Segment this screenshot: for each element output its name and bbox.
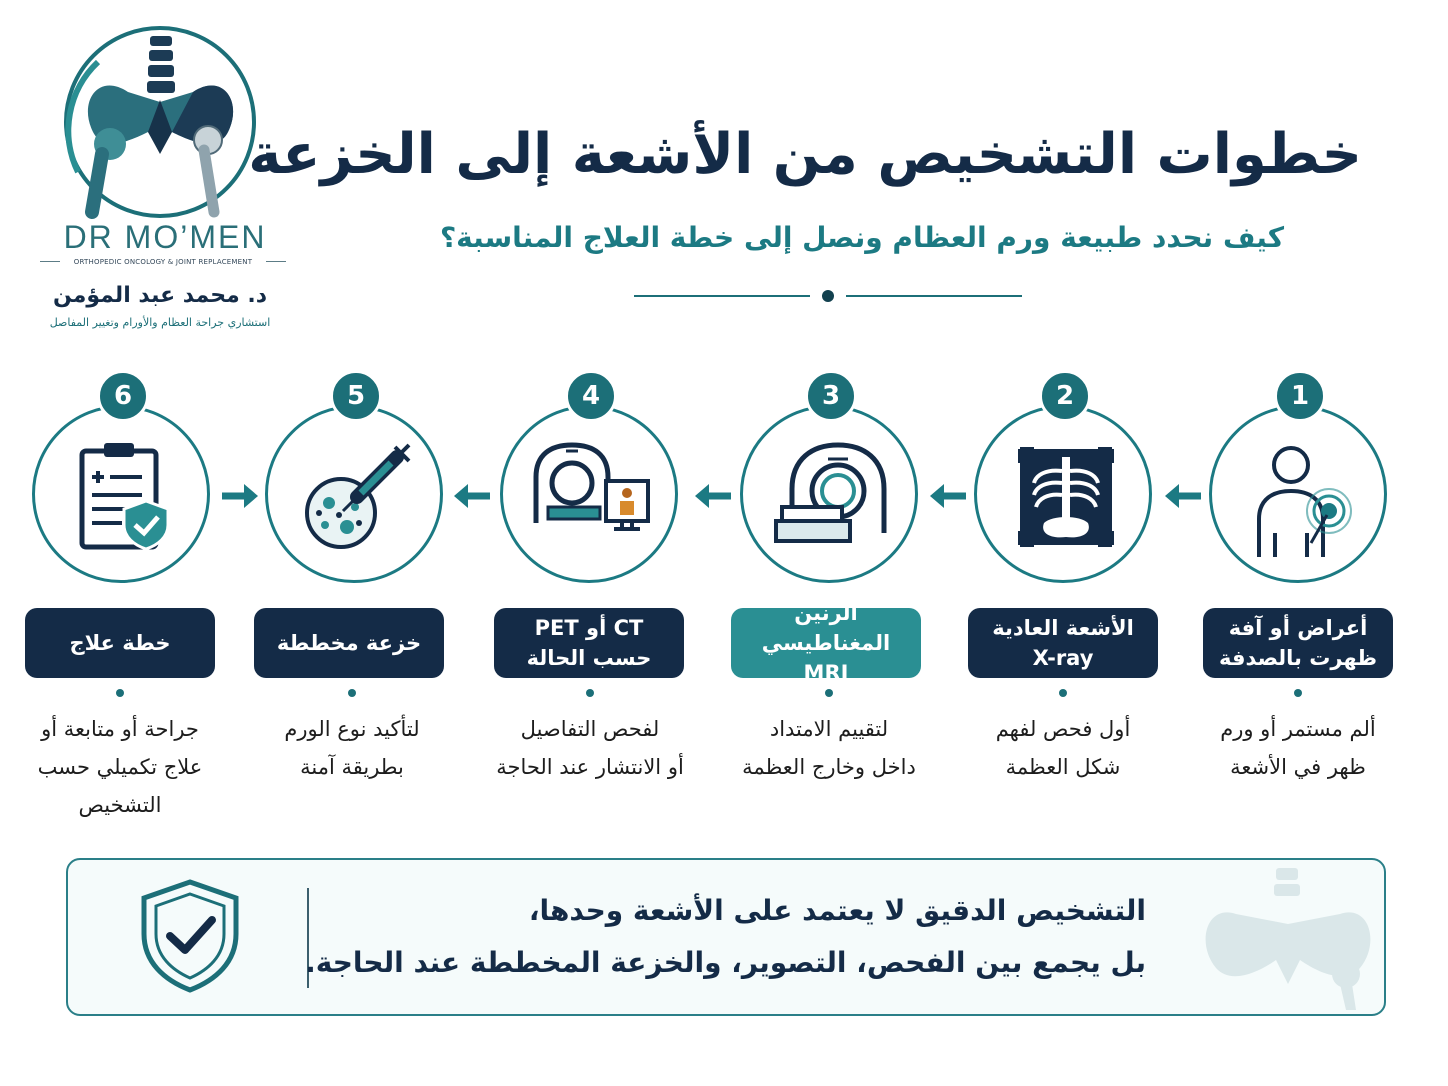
note-box bbox=[66, 858, 1386, 1016]
flow-arrow-icon bbox=[1163, 481, 1203, 511]
flow-arrow-icon bbox=[220, 481, 260, 511]
step-3-number: 3 bbox=[805, 370, 857, 422]
shield-check-icon bbox=[138, 878, 242, 994]
page-subtitle: كيف نحدد طبيعة ورم العظام ونصل إلى خطة العلاج المناسبة؟ bbox=[439, 221, 1284, 254]
step-2-number: 2 bbox=[1039, 370, 1091, 422]
step-4-number: 4 bbox=[565, 370, 617, 422]
step-2-description: أول فحص لفهم شكل العظمة bbox=[995, 717, 1131, 779]
pelvis-watermark-icon bbox=[1196, 864, 1382, 1012]
step-1-description: ألم مستمر أو ورم ظهر في الأشعة bbox=[1220, 717, 1376, 779]
mri-scanner-icon bbox=[772, 437, 892, 557]
step-1-label: أعراض أو آفة ظهرت بالصدفة bbox=[1203, 608, 1393, 678]
step-5-circle bbox=[265, 405, 443, 583]
step-5-description: لتأكيد نوع الورم بطريقة آمنة bbox=[284, 717, 420, 779]
step-4-circle bbox=[500, 405, 678, 583]
biopsy-needle-icon bbox=[297, 437, 417, 557]
divider-dot bbox=[822, 290, 834, 302]
step-2-circle bbox=[974, 405, 1152, 583]
step-5-label: خزعة مخططة bbox=[254, 608, 444, 678]
step-5-dot bbox=[348, 689, 356, 697]
body-pain-icon bbox=[1241, 437, 1361, 557]
note-line-2: بل يجمع بين الفحص، التصوير، والخزعة المخططة عند الحاجة. bbox=[305, 946, 1146, 979]
clipboard-shield-icon bbox=[64, 437, 184, 557]
step-3-dot bbox=[825, 689, 833, 697]
step-5-number: 5 bbox=[330, 370, 382, 422]
step-6-circle bbox=[32, 405, 210, 583]
step-1-dot bbox=[1294, 689, 1302, 697]
step-3-label: الرنين المغناطيسي MRI bbox=[731, 608, 921, 678]
divider-line-right bbox=[846, 295, 1022, 297]
brand-tagline: ORTHOPEDIC ONCOLOGY & JOINT REPLACEMENT bbox=[73, 258, 253, 266]
brand-arabic-title: استشاري جراحة العظام والأورام وتغيير المفاصل bbox=[49, 316, 271, 329]
xray-icon bbox=[1006, 437, 1126, 557]
step-2-dot bbox=[1059, 689, 1067, 697]
ct-pet-scanner-icon bbox=[532, 437, 652, 557]
step-3-description: لتقييم الامتداد داخل وخارج العظمة bbox=[742, 717, 916, 779]
flow-arrow-icon bbox=[928, 481, 968, 511]
step-6-label: خطة علاج bbox=[25, 608, 215, 678]
step-4-dot bbox=[586, 689, 594, 697]
step-4-description: لفحص التفاصيل أو الانتشار عند الحاجة bbox=[496, 717, 684, 779]
step-6-dot bbox=[116, 689, 124, 697]
logo-pelvis-icon bbox=[58, 22, 263, 222]
flow-arrow-icon bbox=[693, 481, 733, 511]
step-2-label: الأشعة العادية X-ray bbox=[968, 608, 1158, 678]
page-title: خطوات التشخيص من الأشعة إلى الخزعة bbox=[248, 122, 1362, 187]
step-1-number: 1 bbox=[1274, 370, 1326, 422]
step-6-description: جراحة أو متابعة أو علاج تكميلي حسب التشخيص bbox=[37, 717, 203, 817]
step-6-number: 6 bbox=[97, 370, 149, 422]
divider-line-left bbox=[634, 295, 810, 297]
step-1-circle bbox=[1209, 405, 1387, 583]
flow-arrow-icon bbox=[452, 481, 492, 511]
brand-name: DR MO’MEN bbox=[63, 219, 267, 255]
step-3-circle bbox=[740, 405, 918, 583]
step-4-label: CT أو PET حسب الحالة bbox=[494, 608, 684, 678]
note-line-1: التشخيص الدقيق لا يعتمد على الأشعة وحدها، bbox=[528, 894, 1146, 927]
brand-arabic-name: د. محمد عبد المؤمن bbox=[52, 283, 268, 308]
